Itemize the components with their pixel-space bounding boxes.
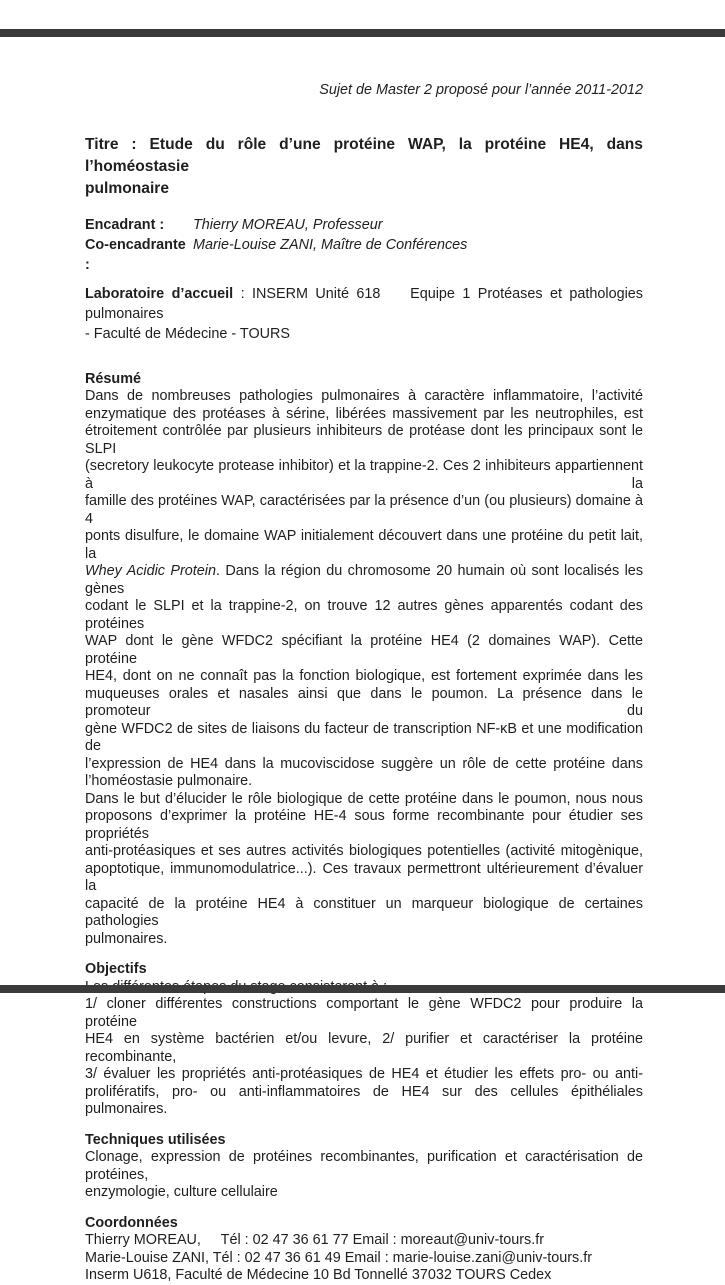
text-line: enzymatique des protéases à sérine, libérées massivement par les neutrophiles, est [85, 405, 643, 422]
text-line: ponts disulfure, le domaine WAP initialement découvert dans une protéine du petit lait, la [85, 528, 643, 562]
paragraph [85, 388, 643, 791]
section-heading: Objectifs [85, 961, 147, 977]
text-line: Whey Acidic Protein. Dans la région du chromosome 20 humain où sont localisés les gènes [85, 563, 644, 597]
document-sections [85, 371, 643, 1285]
text-line: HE4 en système bactérien et/ou levure, 2/ purifier et caractériser la protéine recombinante, [85, 1031, 643, 1065]
text-line: Dans de nombreuses pathologies pulmonaires à caractère inflammatoire, l’activité [85, 388, 643, 404]
supervisors-block [85, 215, 643, 275]
text-line: Titre : Etude du rôle d’une protéine WAP, la protéine HE4, dans l’homéostasie [85, 135, 643, 175]
text-line: capacité de la protéine HE4 à constituer un marqueur biologique de certaines pathologies [85, 895, 643, 929]
supervisor-name: Thierry MOREAU, Professeur [193, 216, 383, 233]
paragraph [85, 996, 643, 1119]
paragraph [85, 1149, 643, 1202]
text-line: Laboratoire d’accueil : INSERM Unité 618 Equipe 1 Protéases et pathologies pulmonaires [85, 285, 643, 322]
text-line: anti-protéasiques et ses autres activités biologiques potentielles (activité mitogènique, [85, 843, 643, 859]
supervisor-label: Co-encadrante : [85, 236, 186, 273]
text-line: Inserm U618, Faculté de Médecine 10 Bd Tonnellé 37032 TOURS Cedex [85, 1267, 552, 1283]
text-line: muqueuses orales et nasales ainsi que dans le poumon. La présence dans le promoteur du [85, 685, 643, 719]
laboratory-block [85, 284, 643, 344]
supervisor-row [85, 215, 643, 235]
text-line: famille des protéines WAP, caractérisées par la présence d’un (ou plusieurs) domaine à 4 [85, 493, 643, 527]
paragraph [85, 791, 643, 949]
text-line: WAP dont le gène WFDC2 spécifiant la protéine HE4 (2 domaines WAP). Cette protéine [85, 633, 643, 667]
text-line: 3/ évaluer les propriétés anti-protéasiques de HE4 et étudier les effets pro- ou anti- [85, 1066, 643, 1082]
section-heading: Résumé [85, 370, 141, 387]
text-line: Thierry MOREAU, Tél : 02 47 36 61 77 Email : moreaut@univ-tours.fr [85, 1232, 545, 1248]
section-heading: Techniques utilisées [85, 1131, 226, 1148]
supervisor-row [85, 235, 643, 275]
text-line: - Faculté de Médecine - TOURS [85, 325, 291, 342]
text-line: apoptotique, immunomodulatrice...). Ces travaux permettront ultérieurement d’évaluer la [85, 860, 643, 894]
text-line: étroitement contrôlée par plusieurs inhibiteurs de protéase dont les principaux sont le SLPI [85, 423, 643, 457]
viewer-page-boundary-bottom [0, 985, 725, 993]
text-line: Marie-Louise ZANI, Tél : 02 47 36 61 49 Email : marie-louise.zani@univ-tours.fr [85, 1249, 593, 1266]
section-heading: Coordonnées [85, 1214, 178, 1231]
text-line: Dans le but d’élucider le rôle biologique de cette protéine dans le poumon, nous nous [85, 790, 643, 807]
paragraph [85, 1232, 643, 1285]
supervisor-name: Marie-Louise ZANI, Maître de Conférences [193, 236, 468, 253]
text-line: Clonage, expression de protéines recombinantes, purification et caractérisation de protéines, [85, 1149, 643, 1183]
text-line: (secretory leukocyte protease inhibitor) et la trappine-2. Ces 2 inhibiteurs appartiennent à la [85, 458, 643, 492]
text-line: HE4, dont on ne connaît pas la fonction biologique, est fortement exprimée dans les [85, 668, 643, 684]
supervisor-label: Encadrant : [85, 216, 165, 233]
text-line: pulmonaires. [85, 930, 168, 947]
text-line: enzymologie, culture cellulaire [85, 1184, 278, 1200]
text-line: gène WFDC2 de sites de liaisons du facteur de transcription NF-κB et une modification de [85, 720, 643, 754]
document-title [85, 134, 643, 200]
header-note: Sujet de Master 2 proposé pour l’année 2011-2012 [319, 82, 643, 98]
text-line: 1/ cloner différentes constructions comportant le gène WFDC2 pour produire la protéine [85, 996, 643, 1030]
text-line: pulmonaire [85, 179, 170, 197]
document-page [85, 0, 643, 1285]
text-line: l’homéostasie pulmonaire. [85, 773, 253, 789]
text-line: prolifératifs, pro- ou anti-inflammatoires de HE4 sur des cellules épithéliales pulmonaires. [85, 1083, 643, 1117]
text-line: proposons d’exprimer la protéine HE-4 sous forme recombinante pour étudier ses propriétés [85, 808, 643, 842]
text-line: l’expression de HE4 dans la mucoviscidose suggère un rôle de cette protéine dans [85, 755, 643, 772]
text-line: codant le SLPI et la trappine-2, on trouve 12 autres gènes apparentés codant des protéines [85, 598, 643, 632]
